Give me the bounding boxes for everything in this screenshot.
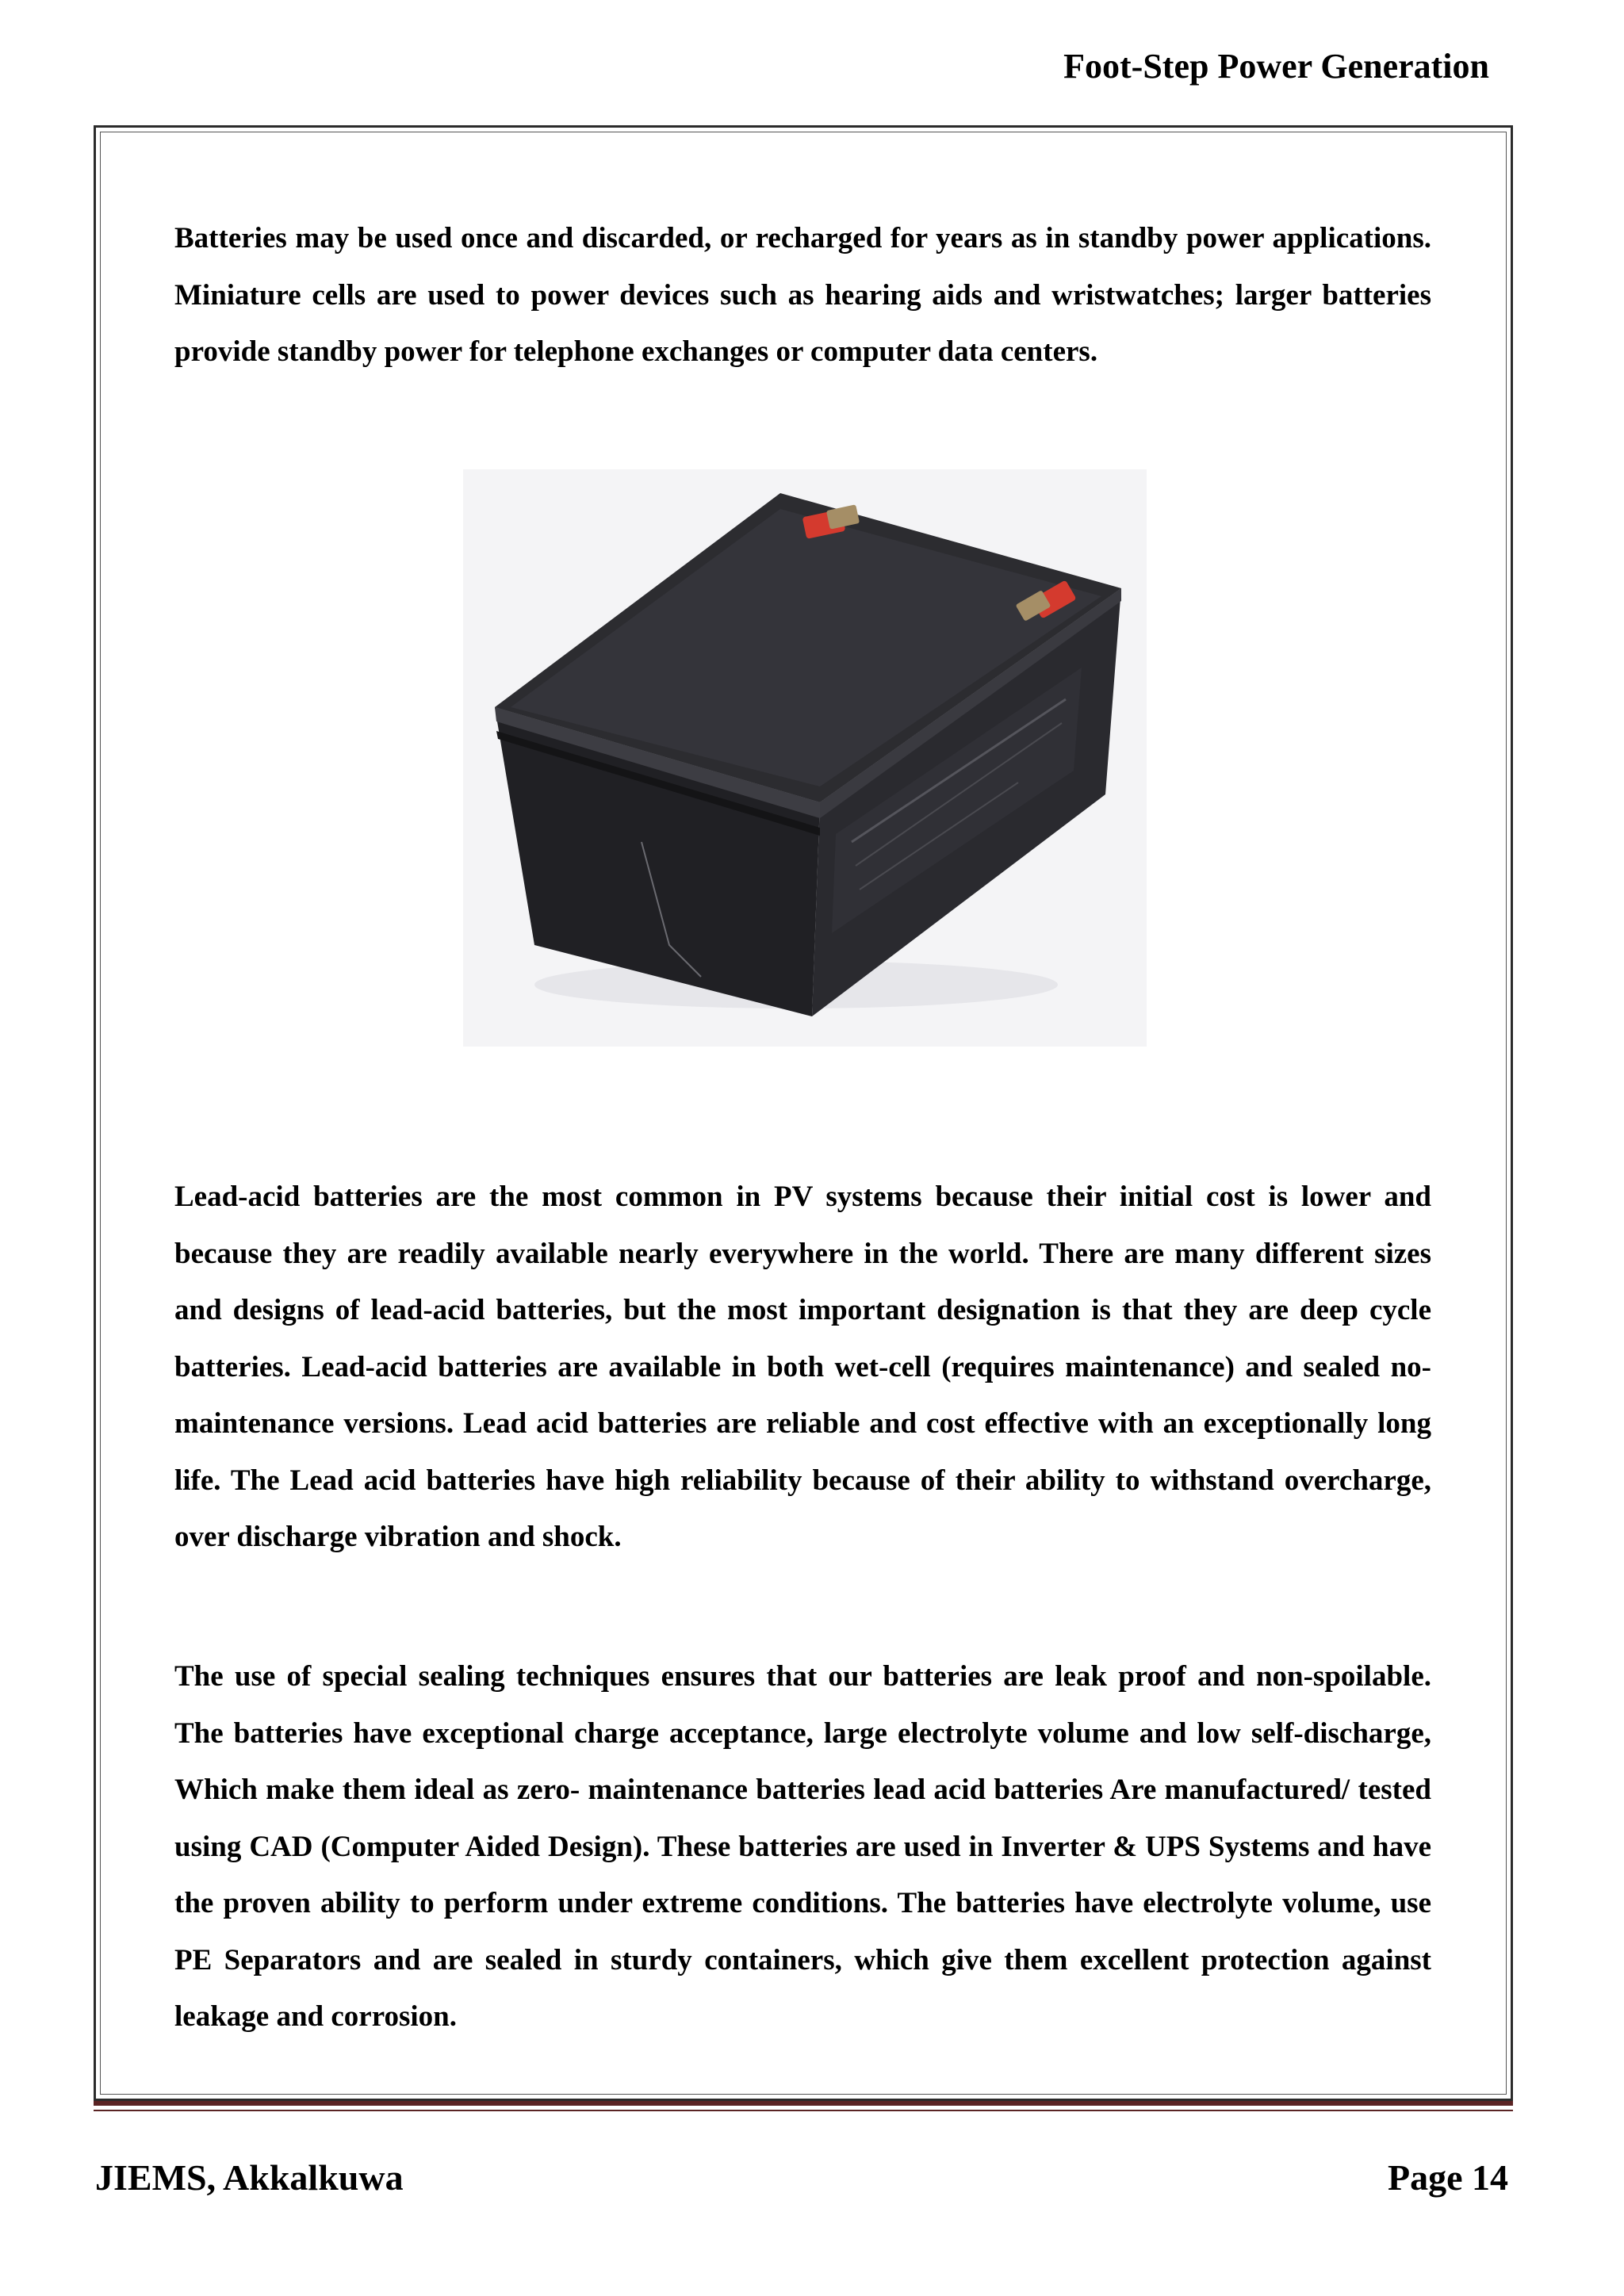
page-number: Page 14 (1387, 2157, 1508, 2198)
paragraph-sealing: The use of special sealing techniques ensures that our batteries are leak proof and non-spoilable. The batteries have exceptional charge acceptance, large electrolyte volume and low self-discharge, Which make them ideal as zero- maintenance batteries lead acid batteries Are manufactured/ tested using CAD (Computer Aided Design). These batteries are used in Inverter & UPS Systems and have the proven ability to perform under extreme conditions. The batteries have electrolyte volume, use PE Separators and are sealed in sturdy containers, which give them excellent protection against leakage and corrosion. (174, 1660, 1431, 2033)
page-header-title: Foot-Step Power Generation (1063, 47, 1489, 86)
footer-institution: JIEMS, Akkalkuwa (95, 2157, 404, 2198)
paragraph-lead-acid: Lead-acid batteries are the most common in PV systems because their initial cost is lower and because they are readily available nearly everywhere in the world. There are many different sizes and designs of lead-acid batteries, but the most important designation is that they are deep cycle batteries. Lead-acid batteries are available in both wet-cell (requires maintenance) and sealed no-maintenance versions. Lead acid batteries are reliable and cost effective with an exceptionally long life. The Lead acid batteries have high reliability because of their ability to withstand overcharge, over discharge vibration and shock. (174, 1181, 1431, 1553)
battery-photo (463, 469, 1147, 1047)
paragraph-batteries-uses: Batteries may be used once and discarded, or recharged for years as in standby power applications. Miniature cells are used to power devices such as hearing aids and wristwatches; larger batteries provide standby power for telephone exchanges or computer data centers. (174, 222, 1431, 368)
footer-rule-thick (94, 2101, 1513, 2106)
footer-rule-thin (94, 2110, 1513, 2111)
